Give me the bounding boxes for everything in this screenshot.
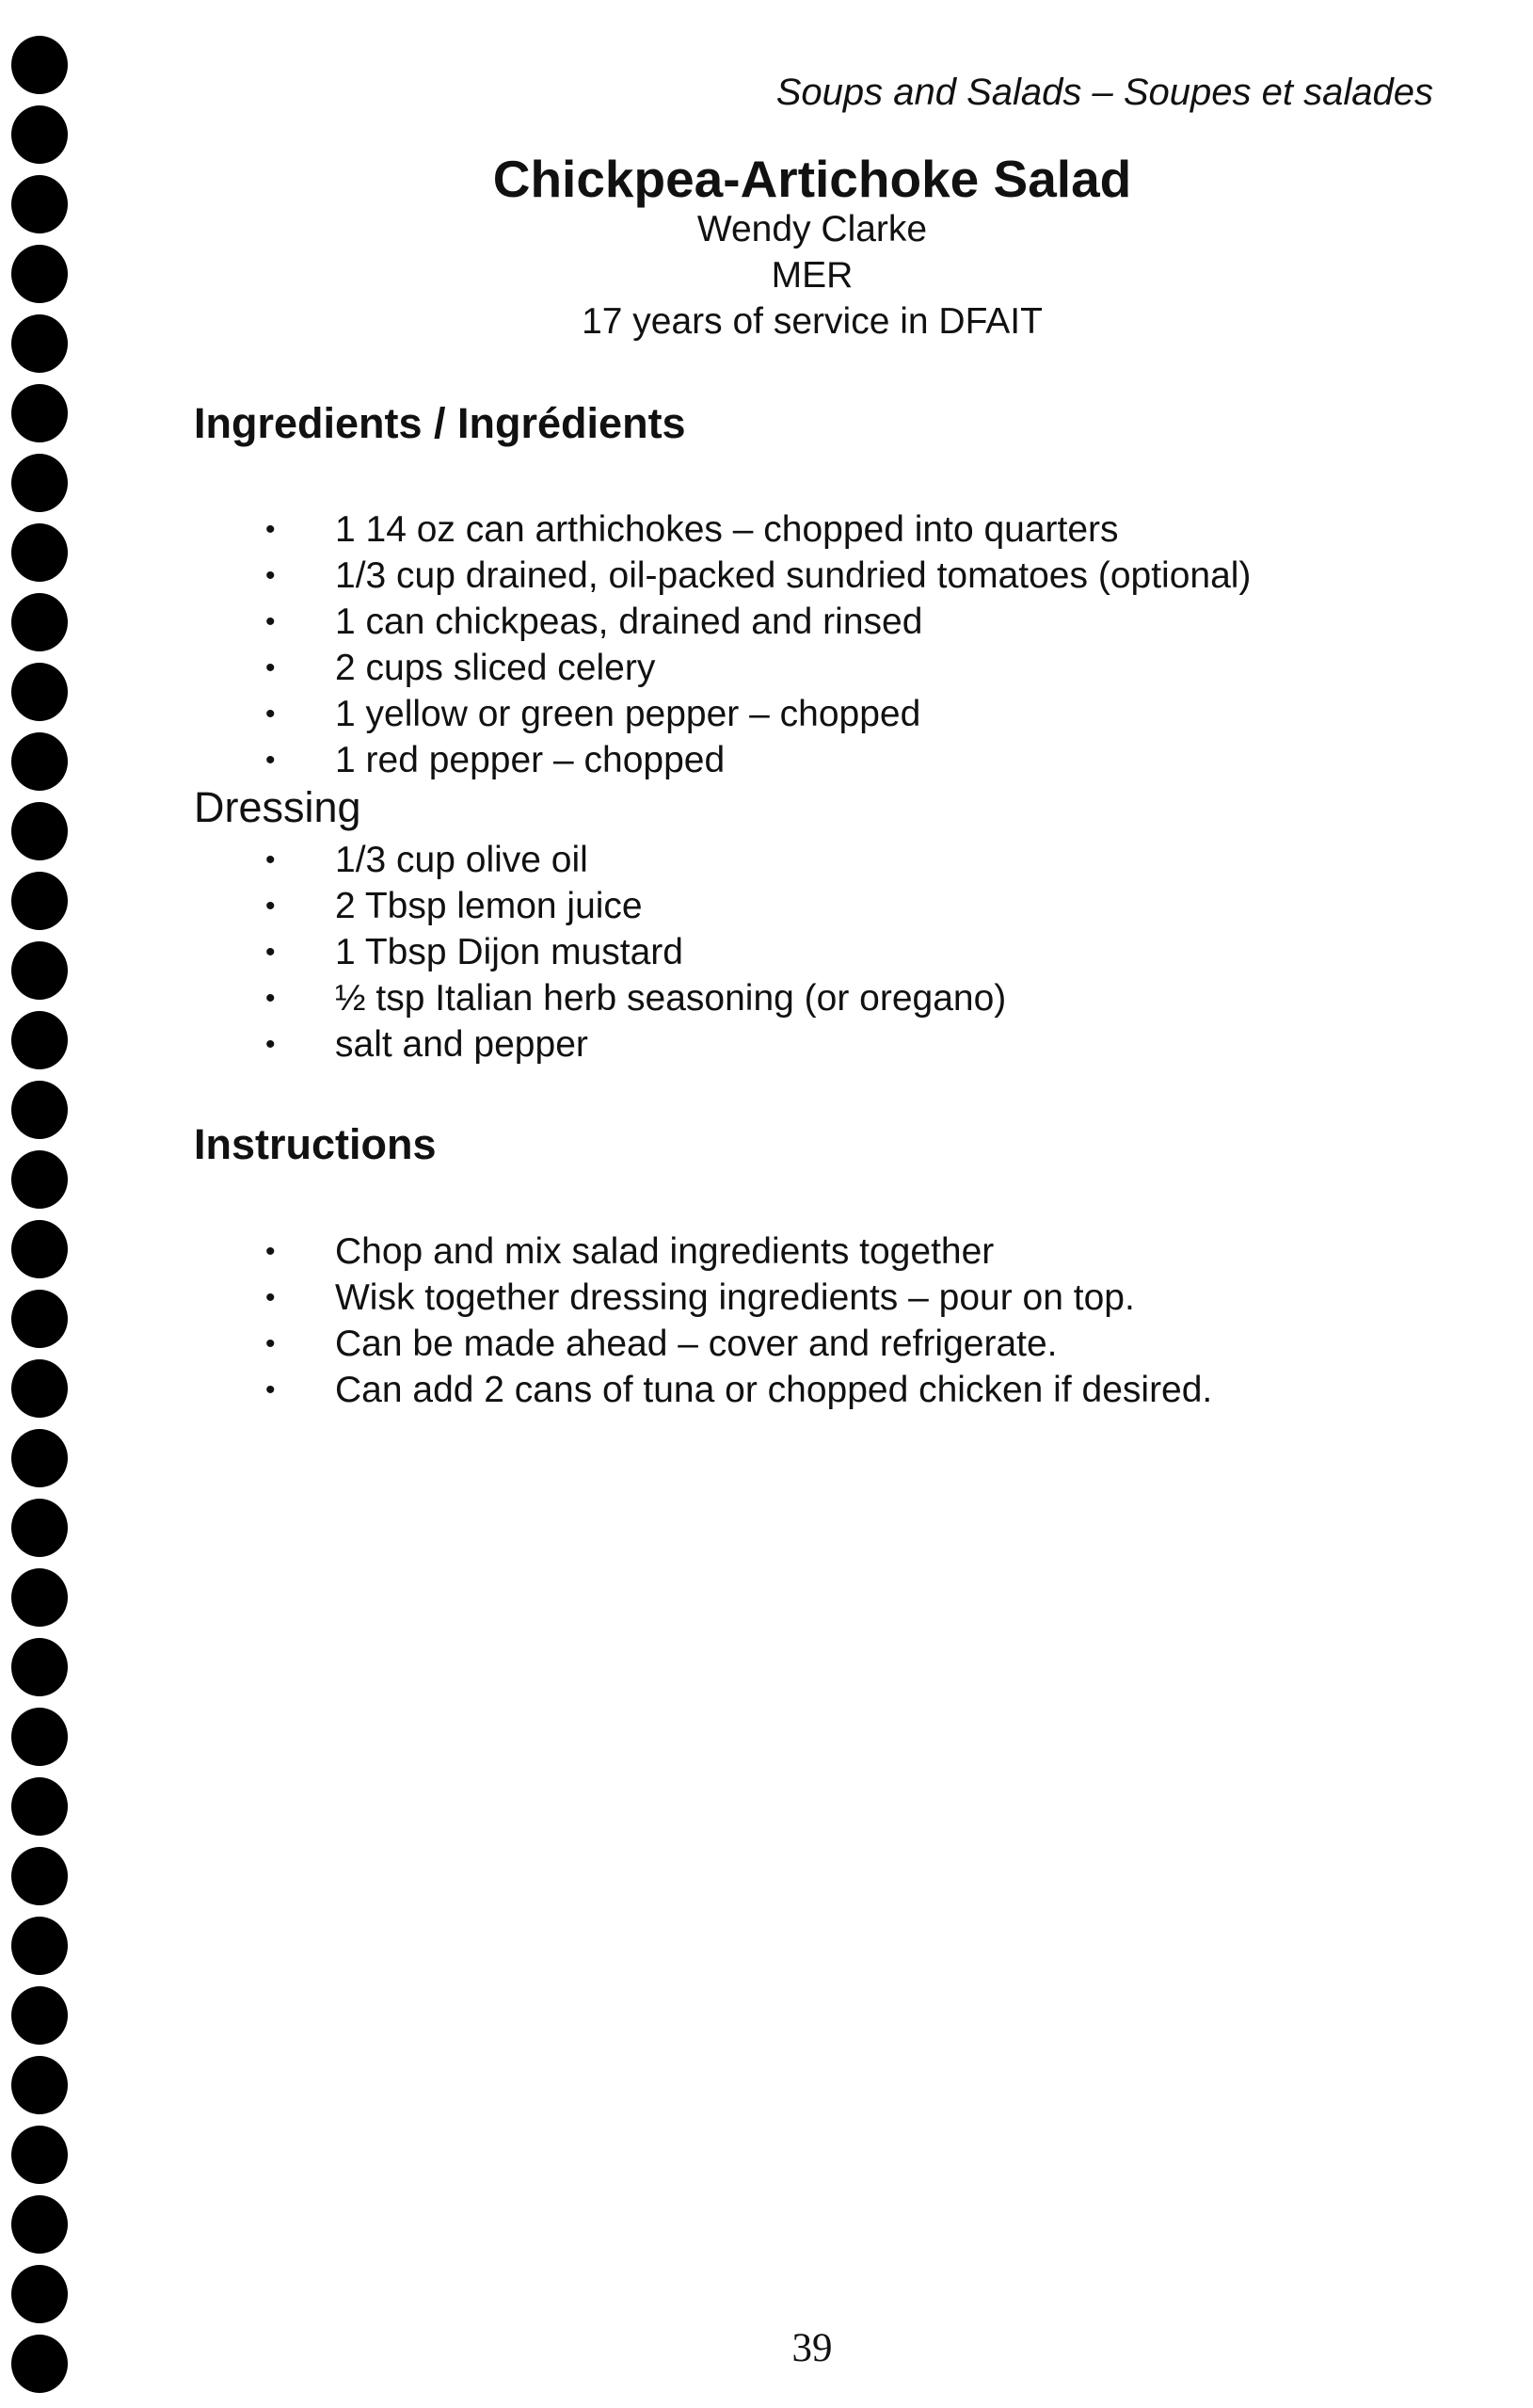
bullet: • [265, 745, 276, 776]
bullet: • [265, 891, 276, 922]
dressing-text: ½ tsp Italian herb seasoning (or oregano) [335, 978, 1007, 1019]
instructions-heading: Instructions [194, 1120, 437, 1168]
bullet: • [265, 652, 276, 683]
dressing-text: 2 Tbsp lemon juice [335, 886, 643, 926]
binding-hole [11, 2195, 68, 2254]
dressing-text: salt and pepper [335, 1024, 588, 1065]
bullet: • [265, 1282, 276, 1313]
binding-hole [11, 1011, 68, 1069]
bullet: • [265, 1029, 276, 1060]
binding-hole [11, 1847, 68, 1905]
bullet: • [265, 1374, 276, 1405]
ingredient-text: 1 14 oz can arthichokes – chopped into quarters [335, 509, 1119, 550]
binding-hole [11, 2265, 68, 2323]
binding-hole [11, 1429, 68, 1487]
dressing-text: 1/3 cup olive oil [335, 840, 588, 880]
binding-hole [11, 1499, 68, 1557]
page-number: 39 [791, 2326, 833, 2370]
binding-hole [11, 1638, 68, 1696]
bullet: • [265, 1328, 276, 1359]
ingredient-text: 2 cups sliced celery [335, 648, 656, 688]
binding-hole [11, 1220, 68, 1278]
recipe-service: 17 years of service in DFAIT [582, 301, 1043, 342]
binding-hole [11, 872, 68, 930]
ingredients-heading: Ingredients / Ingrédients [194, 399, 686, 447]
binding-hole [11, 593, 68, 651]
bullet: • [265, 514, 276, 545]
ingredient-text: 1 yellow or green pepper – chopped [335, 694, 921, 734]
binding-hole [11, 1568, 68, 1627]
binding-hole [11, 1359, 68, 1418]
binding-hole [11, 384, 68, 442]
binding-hole [11, 802, 68, 860]
recipe-title: Chickpea-Artichoke Salad [492, 150, 1132, 208]
dressing-heading: Dressing [194, 783, 361, 831]
binding-hole [11, 1290, 68, 1348]
binding-hole [11, 941, 68, 1000]
binding-hole [11, 523, 68, 582]
binding-hole [11, 663, 68, 721]
instruction-text: Can be made ahead – cover and refrigerate. [335, 1324, 1058, 1364]
bullet: • [265, 1236, 276, 1267]
ingredient-text: 1 red pepper – chopped [335, 740, 726, 780]
binding-hole [11, 732, 68, 791]
binding-hole [11, 1708, 68, 1766]
bullet: • [265, 844, 276, 875]
binding-hole [11, 1777, 68, 1836]
binding-hole [11, 1150, 68, 1209]
ingredient-text: 1/3 cup drained, oil-packed sundried tomatoes (optional) [335, 555, 1252, 596]
bullet: • [265, 560, 276, 591]
recipe-author: Wendy Clarke [696, 209, 928, 249]
dressing-text: 1 Tbsp Dijon mustard [335, 932, 683, 972]
ingredient-text: 1 can chickpeas, drained and rinsed [335, 602, 923, 642]
bullet: • [265, 983, 276, 1014]
instruction-text: Can add 2 cans of tuna or chopped chicken if desired. [335, 1370, 1213, 1410]
binding-hole [11, 2126, 68, 2184]
binding-hole [11, 1986, 68, 2045]
binding-holes [11, 36, 70, 2389]
bullet: • [265, 698, 276, 730]
binding-hole [11, 454, 68, 512]
section-header: Soups and Salads – Soupes et salades [775, 72, 1433, 113]
recipe-branch: MER [771, 255, 854, 296]
instruction-text: Wisk together dressing ingredients – pour on top. [335, 1277, 1135, 1318]
binding-hole [11, 2056, 68, 2114]
binding-hole [11, 1081, 68, 1139]
instruction-text: Chop and mix salad ingredients together [335, 1231, 995, 1272]
bullet: • [265, 937, 276, 968]
binding-hole [11, 1917, 68, 1975]
binding-hole [11, 36, 68, 94]
bullet: • [265, 606, 276, 637]
